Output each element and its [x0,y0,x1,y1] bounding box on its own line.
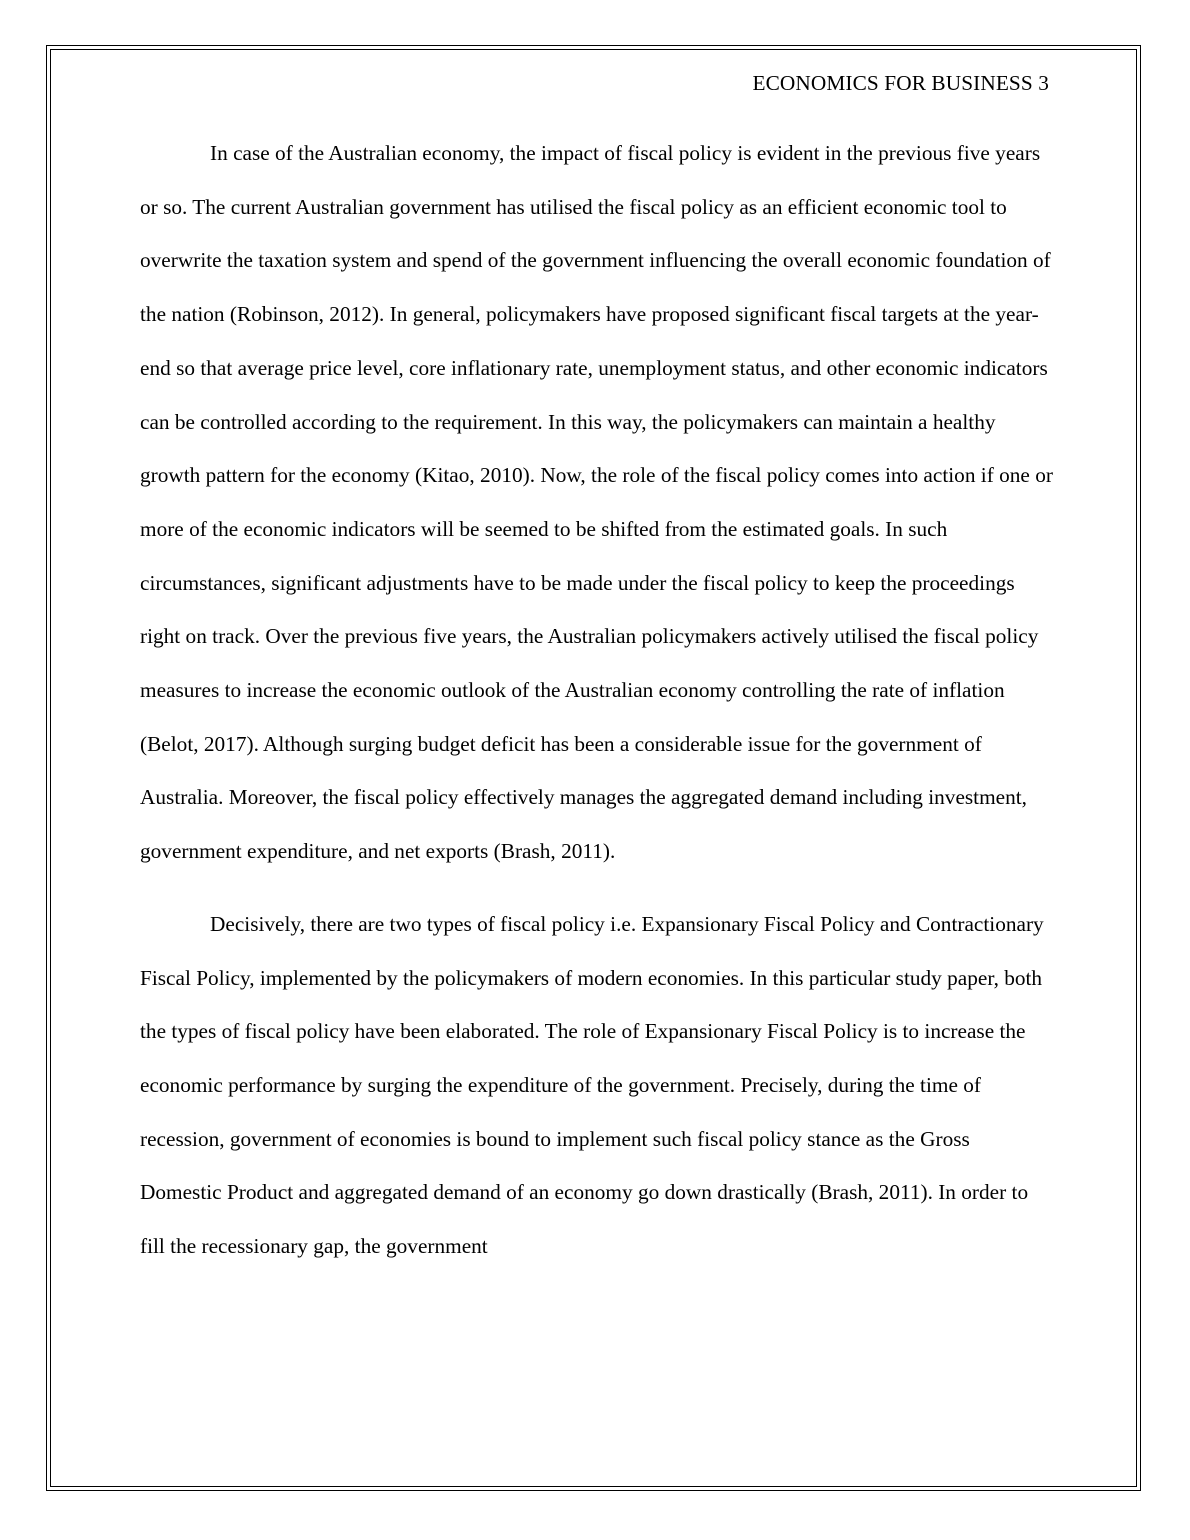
body-text [140,127,1054,1274]
paragraph-1: In case of the Australian economy, the impact of fiscal policy is evident in the previous five years or so. The current Australian government has utilised the fiscal policy as an efficient economic tool to overwrite the taxation system and spend of the government influencing the overall economic foundation of the nation (Robinson, 2012). In general, policymakers have proposed significant fiscal targets at the year-end so that average price level, core inflationary rate, unemployment status, and other economic indicators can be controlled according to the requirement. In this way, the policymakers can maintain a healthy growth pattern for the economy (Kitao, 2010). Now, the role of the fiscal policy comes into action if one or more of the economic indicators will be seemed to be shifted from the estimated goals. In such circumstances, significant adjustments have to be made under the fiscal policy to keep the proceedings right on track. Over the previous five years, the Australian policymakers actively utilised the fiscal policy measures to increase the economic outlook of the Australian economy controlling the rate of inflation (Belot, 2017). Although surging budget deficit has been a considerable issue for the government of Australia. Moreover, the fiscal policy effectively manages the aggregated demand including investment, government expenditure, and net exports (Brash, 2011). [140,141,1053,864]
paragraph-2: Decisively, there are two types of fiscal policy i.e. Expansionary Fiscal Policy and Contractionary Fiscal Policy, implemented by the policymakers of modern economies. In this particular study paper, both the types of fiscal policy have been elaborated. The role of Expansionary Fiscal Policy is to increase the economic performance by surging the expenditure of the government. Precisely, during the time of recession, government of economies is bound to implement such fiscal policy stance as the Gross Domestic Product and aggregated demand of an economy go down drastically (Brash, 2011). In order to fill the recessionary gap, the government [140,911,1044,1259]
running-head: ECONOMICS FOR BUSINESS 3 [752,71,1049,95]
